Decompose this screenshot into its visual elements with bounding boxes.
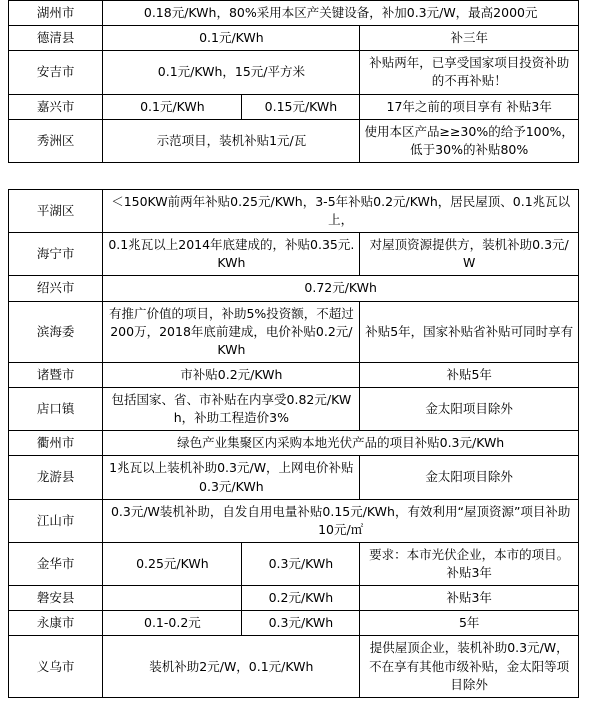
table-row — [9, 456, 579, 499]
table-row — [9, 388, 579, 431]
table-row — [9, 94, 579, 119]
region-cell: 安吉市 — [9, 51, 103, 94]
note-cell: 17年之前的项目享有 补贴3年 — [360, 94, 579, 119]
region-cell: 龙游县 — [9, 456, 103, 499]
table-row — [9, 276, 579, 301]
table-row — [9, 1, 579, 26]
table-row — [9, 362, 579, 387]
content-cell: 0.1元/KWh — [103, 26, 360, 51]
content-cell: 有推广价值的项目，补助5%投资额，不超过200万，2018年底前建成，电价补贴0.2元/KWh — [103, 301, 360, 362]
table-separator — [0, 163, 603, 189]
region-cell: 绍兴市 — [9, 276, 103, 301]
content-cell: 绿色产业集聚区内采购本地光伏产品的项目补贴0.3元/KWh — [103, 431, 579, 456]
note-cell: 补贴3年 — [360, 586, 579, 611]
subsidy-table-part2 — [8, 189, 579, 698]
table-row — [9, 26, 579, 51]
region-cell: 磐安县 — [9, 586, 103, 611]
content-cell: 1兆瓦以上装机补助0.3元/W，上网电价补贴0.3元/KWh — [103, 456, 360, 499]
region-cell: 秀洲区 — [9, 119, 103, 162]
content-cell: 市补贴0.2元/KWh — [103, 362, 360, 387]
content-cell: 0.2元/KWh — [242, 586, 360, 611]
content-cell: 0.25元/KWh — [103, 542, 242, 585]
region-cell: 衢州市 — [9, 431, 103, 456]
table-row — [9, 51, 579, 94]
region-cell: 诸暨市 — [9, 362, 103, 387]
table-row — [9, 119, 579, 162]
content-cell: 0.15元/KWh — [242, 94, 360, 119]
table-row — [9, 301, 579, 362]
table-row — [9, 189, 579, 232]
note-cell: 补贴5年，国家补贴省补贴可同时享有 — [360, 301, 579, 362]
region-cell: 海宁市 — [9, 233, 103, 276]
region-cell: 滨海委 — [9, 301, 103, 362]
note-cell: 补三年 — [360, 26, 579, 51]
table-row — [9, 499, 579, 542]
subsidy-table-part1 — [8, 0, 579, 163]
region-cell: 永康市 — [9, 611, 103, 636]
content-cell — [103, 586, 242, 611]
table-row — [9, 233, 579, 276]
note-cell: 使用本区产品≥≥30%的给予100%，低于30%的补贴80% — [360, 119, 579, 162]
content-cell: 装机补助2元/W，0.1元/KWh — [103, 636, 360, 697]
content-cell: 包括国家、省、市补贴在内享受0.82元/KWh，补助工程造价3% — [103, 388, 360, 431]
content-cell: 0.1元/KWh，15元/平方米 — [103, 51, 360, 94]
table-row — [9, 542, 579, 585]
note-cell: 补贴两年，已享受国家项目投资补助的不再补贴！ — [360, 51, 579, 94]
content-cell: 0.18元/KWh，80%采用本区产关键设备，补加0.3元/W，最高2000元 — [103, 1, 579, 26]
region-cell: 江山市 — [9, 499, 103, 542]
content-cell: 0.1兆瓦以上2014年底建成的，补贴0.35元.KWh — [103, 233, 360, 276]
note-cell: 金太阳项目除外 — [360, 388, 579, 431]
content-cell: 0.72元/KWh — [103, 276, 579, 301]
table-row — [9, 431, 579, 456]
note-cell: 对屋顶资源提供方，装机补助0.3元/W — [360, 233, 579, 276]
note-cell: 补贴5年 — [360, 362, 579, 387]
content-cell: 0.3元/KWh — [242, 611, 360, 636]
region-cell: 平湖区 — [9, 189, 103, 232]
note-cell: 要求：本市光伏企业，本市的项目。补贴3年 — [360, 542, 579, 585]
content-cell: 0.3元/KWh — [242, 542, 360, 585]
table-row — [9, 611, 579, 636]
region-cell: 嘉兴市 — [9, 94, 103, 119]
note-cell: 5年 — [360, 611, 579, 636]
region-cell: 店口镇 — [9, 388, 103, 431]
region-cell: 德清县 — [9, 26, 103, 51]
note-cell: 金太阳项目除外 — [360, 456, 579, 499]
content-cell: 示范项目，装机补贴1元/瓦 — [103, 119, 360, 162]
content-cell: ＜150KW前两年补贴0.25元/KWh，3-5年补贴0.2元/KWh，居民屋顶、0.1兆瓦以上， — [103, 189, 579, 232]
region-cell: 金华市 — [9, 542, 103, 585]
table-row — [9, 586, 579, 611]
note-cell: 提供屋顶企业，装机补助0.3元/W，不在享有其他市级补贴，金太阳等项目除外 — [360, 636, 579, 697]
region-cell: 义乌市 — [9, 636, 103, 697]
content-cell: 0.1-0.2元 — [103, 611, 242, 636]
region-cell: 湖州市 — [9, 1, 103, 26]
content-cell: 0.3元/W装机补助，自发自用电量补贴0.15元/KWh，有效利用“屋顶资源”项目补助10元/㎡ — [103, 499, 579, 542]
table-row — [9, 636, 579, 697]
content-cell: 0.1元/KWh — [103, 94, 242, 119]
